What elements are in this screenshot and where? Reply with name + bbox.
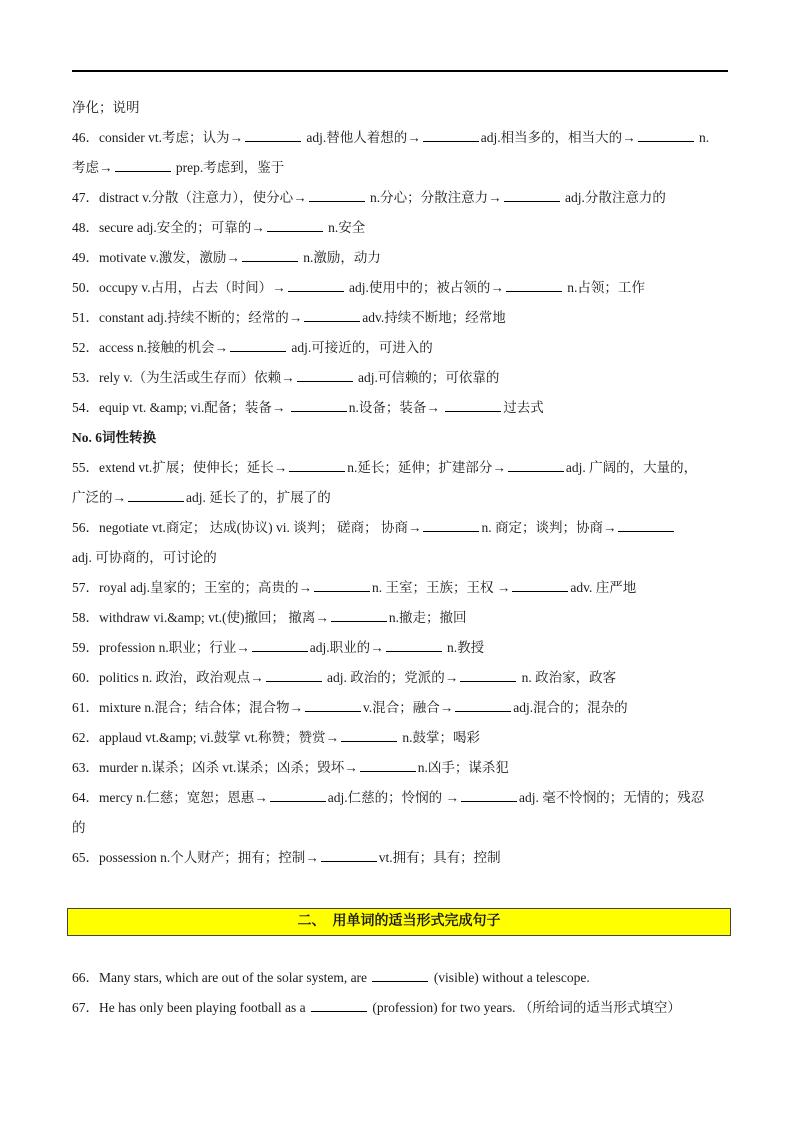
line-text: n.安全 <box>324 220 366 235</box>
vocab-list <box>72 93 728 873</box>
text-line <box>72 423 728 453</box>
text-line <box>72 93 728 123</box>
sentence-list <box>72 963 728 1023</box>
line-text: (profession) for two years. （所给词的适当形式填空） <box>368 1000 681 1015</box>
line-text: 64．mercy n.仁慈；宽恕；恩惠→ <box>72 790 268 805</box>
line-text: 65．possession n.个人财产；拥有；控制→ <box>72 850 319 865</box>
text-line <box>72 663 728 693</box>
line-text: 60．politics n. 政治，政治观点→ <box>72 670 264 685</box>
line-text: adj.使用中的；被占领的→ <box>345 280 504 295</box>
line-text: n. <box>695 130 710 145</box>
answer-blank[interactable] <box>638 127 694 142</box>
answer-blank[interactable] <box>242 247 298 262</box>
answer-blank[interactable] <box>267 217 323 232</box>
answer-blank[interactable] <box>230 337 286 352</box>
answer-blank[interactable] <box>305 697 361 712</box>
text-line <box>72 303 728 333</box>
text-line <box>72 243 728 273</box>
text-line <box>72 963 728 993</box>
line-text: adj.替他人着想的→ <box>303 130 421 145</box>
line-text: 的 <box>72 820 86 835</box>
line-text: n.延长；延伸；扩建部分→ <box>347 460 506 475</box>
line-text: 67．He has only been playing football as a <box>72 1000 309 1015</box>
answer-blank[interactable] <box>341 727 397 742</box>
text-line <box>72 483 728 513</box>
answer-blank[interactable] <box>115 157 171 172</box>
answer-blank[interactable] <box>461 787 517 802</box>
line-text: v.混合；融合→ <box>363 700 454 715</box>
line-text: adj. 可协商的，可讨论的 <box>72 550 217 565</box>
answer-blank[interactable] <box>309 187 365 202</box>
answer-blank[interactable] <box>508 457 564 472</box>
text-line <box>72 633 728 663</box>
line-text: adj. 政治的；党派的→ <box>323 670 459 685</box>
line-text: adj.可信赖的；可依靠的 <box>354 370 500 385</box>
text-line <box>72 753 728 783</box>
line-text: n.设备；装备→ <box>348 400 444 415</box>
line-text: 61．mixture n.混合；结合体；混合物→ <box>72 700 303 715</box>
line-text: 55．extend vt.扩展；使伸长；延长→ <box>72 460 288 475</box>
line-text: 54．equip vt. &amp; vi.配备；装备→ <box>72 400 289 415</box>
line-text: 49．motivate v.激发，激励→ <box>72 250 240 265</box>
answer-blank[interactable] <box>291 397 347 412</box>
line-text: 58．withdraw vi.&amp; vt.(使)撤回； 撤离→ <box>72 610 329 625</box>
text-line <box>72 273 728 303</box>
line-text: prep.考虑到，鉴于 <box>172 160 285 175</box>
answer-blank[interactable] <box>289 457 345 472</box>
answer-blank[interactable] <box>321 847 377 862</box>
text-line <box>72 123 728 153</box>
text-line <box>72 993 728 1023</box>
text-line <box>72 333 728 363</box>
line-text: 51．constant adj.持续不断的；经常的→ <box>72 310 303 325</box>
line-text: n.凶手；谋杀犯 <box>417 760 509 775</box>
line-text: 56．negotiate vt.商定； 达成(协议) vi. 谈判； 磋商； 协商→ <box>72 520 422 535</box>
line-text: n. 王室；王族；王权 → <box>371 580 511 595</box>
line-text: adj.仁慈的；怜悯的 → <box>327 790 459 805</box>
answer-blank[interactable] <box>128 487 184 502</box>
answer-blank[interactable] <box>460 667 516 682</box>
line-text: n.占领；工作 <box>563 280 645 295</box>
answer-blank[interactable] <box>252 637 308 652</box>
text-line <box>72 573 728 603</box>
answer-blank[interactable] <box>386 637 442 652</box>
line-text: adj.混合的；混杂的 <box>513 700 628 715</box>
line-text: No. 6词性转换 <box>72 430 156 445</box>
line-text: 46．consider vt.考虑；认为→ <box>72 130 243 145</box>
line-text: 66．Many stars, which are out of the solar system, are <box>72 970 371 985</box>
answer-blank[interactable] <box>445 397 501 412</box>
line-text: adj. 毫不怜悯的；无情的；残忍 <box>518 790 705 805</box>
line-text: 62．applaud vt.&amp; vi.鼓掌 vt.称赞；赞赏→ <box>72 730 339 745</box>
line-text: adj.可接近的，可进入的 <box>287 340 433 355</box>
line-text: n.激励，动力 <box>299 250 381 265</box>
answer-blank[interactable] <box>423 517 479 532</box>
text-line <box>72 543 728 573</box>
answer-blank[interactable] <box>331 607 387 622</box>
text-line <box>72 783 728 813</box>
answer-blank[interactable] <box>270 787 326 802</box>
line-text: adj. 延长了的，扩展了的 <box>186 490 331 505</box>
text-line <box>72 183 728 213</box>
section-title: 二、 用单词的适当形式完成句子 <box>297 914 501 929</box>
answer-blank[interactable] <box>314 577 370 592</box>
line-text: n. 政治家，政客 <box>518 670 617 685</box>
line-text: vt.拥有；具有；控制 <box>378 850 501 865</box>
answer-blank[interactable] <box>455 697 511 712</box>
line-text: n.分心；分散注意力→ <box>366 190 502 205</box>
line-text: 53．rely v.（为生活或生存而）依赖→ <box>72 370 295 385</box>
line-text: 考虑→ <box>72 160 113 175</box>
line-text: 47．distract v.分散（注意力），使分心→ <box>72 190 307 205</box>
line-text: adv.持续不断地；经常地 <box>362 310 506 325</box>
line-text: 63．murder n.谋杀；凶杀 vt.谋杀；凶杀；毁坏→ <box>72 760 358 775</box>
answer-blank[interactable] <box>297 367 353 382</box>
line-text: adv. 庄严地 <box>570 580 637 595</box>
line-text: 广泛的→ <box>72 490 126 505</box>
line-text: adj.职业的→ <box>309 640 384 655</box>
line-text: n. 商定；谈判；协商→ <box>481 520 617 535</box>
line-text: 52．access n.接触的机会→ <box>72 340 228 355</box>
line-text: n.鼓掌；喝彩 <box>398 730 480 745</box>
text-line <box>72 363 728 393</box>
line-text: n.撤走；撤回 <box>388 610 467 625</box>
line-text: adj. 广阔的，大量的， <box>565 460 698 475</box>
line-text: 净化；说明 <box>72 100 140 115</box>
line-text: (visible) without a telescope. <box>430 970 590 985</box>
answer-blank[interactable] <box>288 277 344 292</box>
answer-blank[interactable] <box>304 307 360 322</box>
text-line <box>72 603 728 633</box>
text-line <box>72 153 728 183</box>
text-line <box>72 813 728 843</box>
line-text: 50．occupy v.占用，占去（时间）→ <box>72 280 286 295</box>
answer-blank[interactable] <box>506 277 562 292</box>
header-rule <box>72 70 728 72</box>
text-line <box>72 453 728 483</box>
answer-blank[interactable] <box>423 127 479 142</box>
answer-blank[interactable] <box>504 187 560 202</box>
answer-blank[interactable] <box>360 757 416 772</box>
text-line <box>72 723 728 753</box>
answer-blank[interactable] <box>311 997 367 1012</box>
line-text: adj.分散注意力的 <box>561 190 666 205</box>
answer-blank[interactable] <box>266 667 322 682</box>
answer-blank[interactable] <box>618 517 674 532</box>
line-text: adj.相当多的，相当大的→ <box>480 130 636 145</box>
text-line <box>72 393 728 423</box>
text-line <box>72 693 728 723</box>
text-line <box>72 843 728 873</box>
line-text: n.教授 <box>443 640 485 655</box>
answer-blank[interactable] <box>372 967 428 982</box>
section-heading <box>67 908 731 936</box>
answer-blank[interactable] <box>245 127 301 142</box>
answer-blank[interactable] <box>512 577 568 592</box>
line-text: 48．secure adj.安全的；可靠的→ <box>72 220 265 235</box>
line-text: 57．royal adj.皇家的；王室的；高贵的→ <box>72 580 312 595</box>
line-text: 59．profession n.职业；行业→ <box>72 640 250 655</box>
text-line <box>72 513 728 543</box>
line-text: 过去式 <box>503 400 544 415</box>
text-line <box>72 213 728 243</box>
